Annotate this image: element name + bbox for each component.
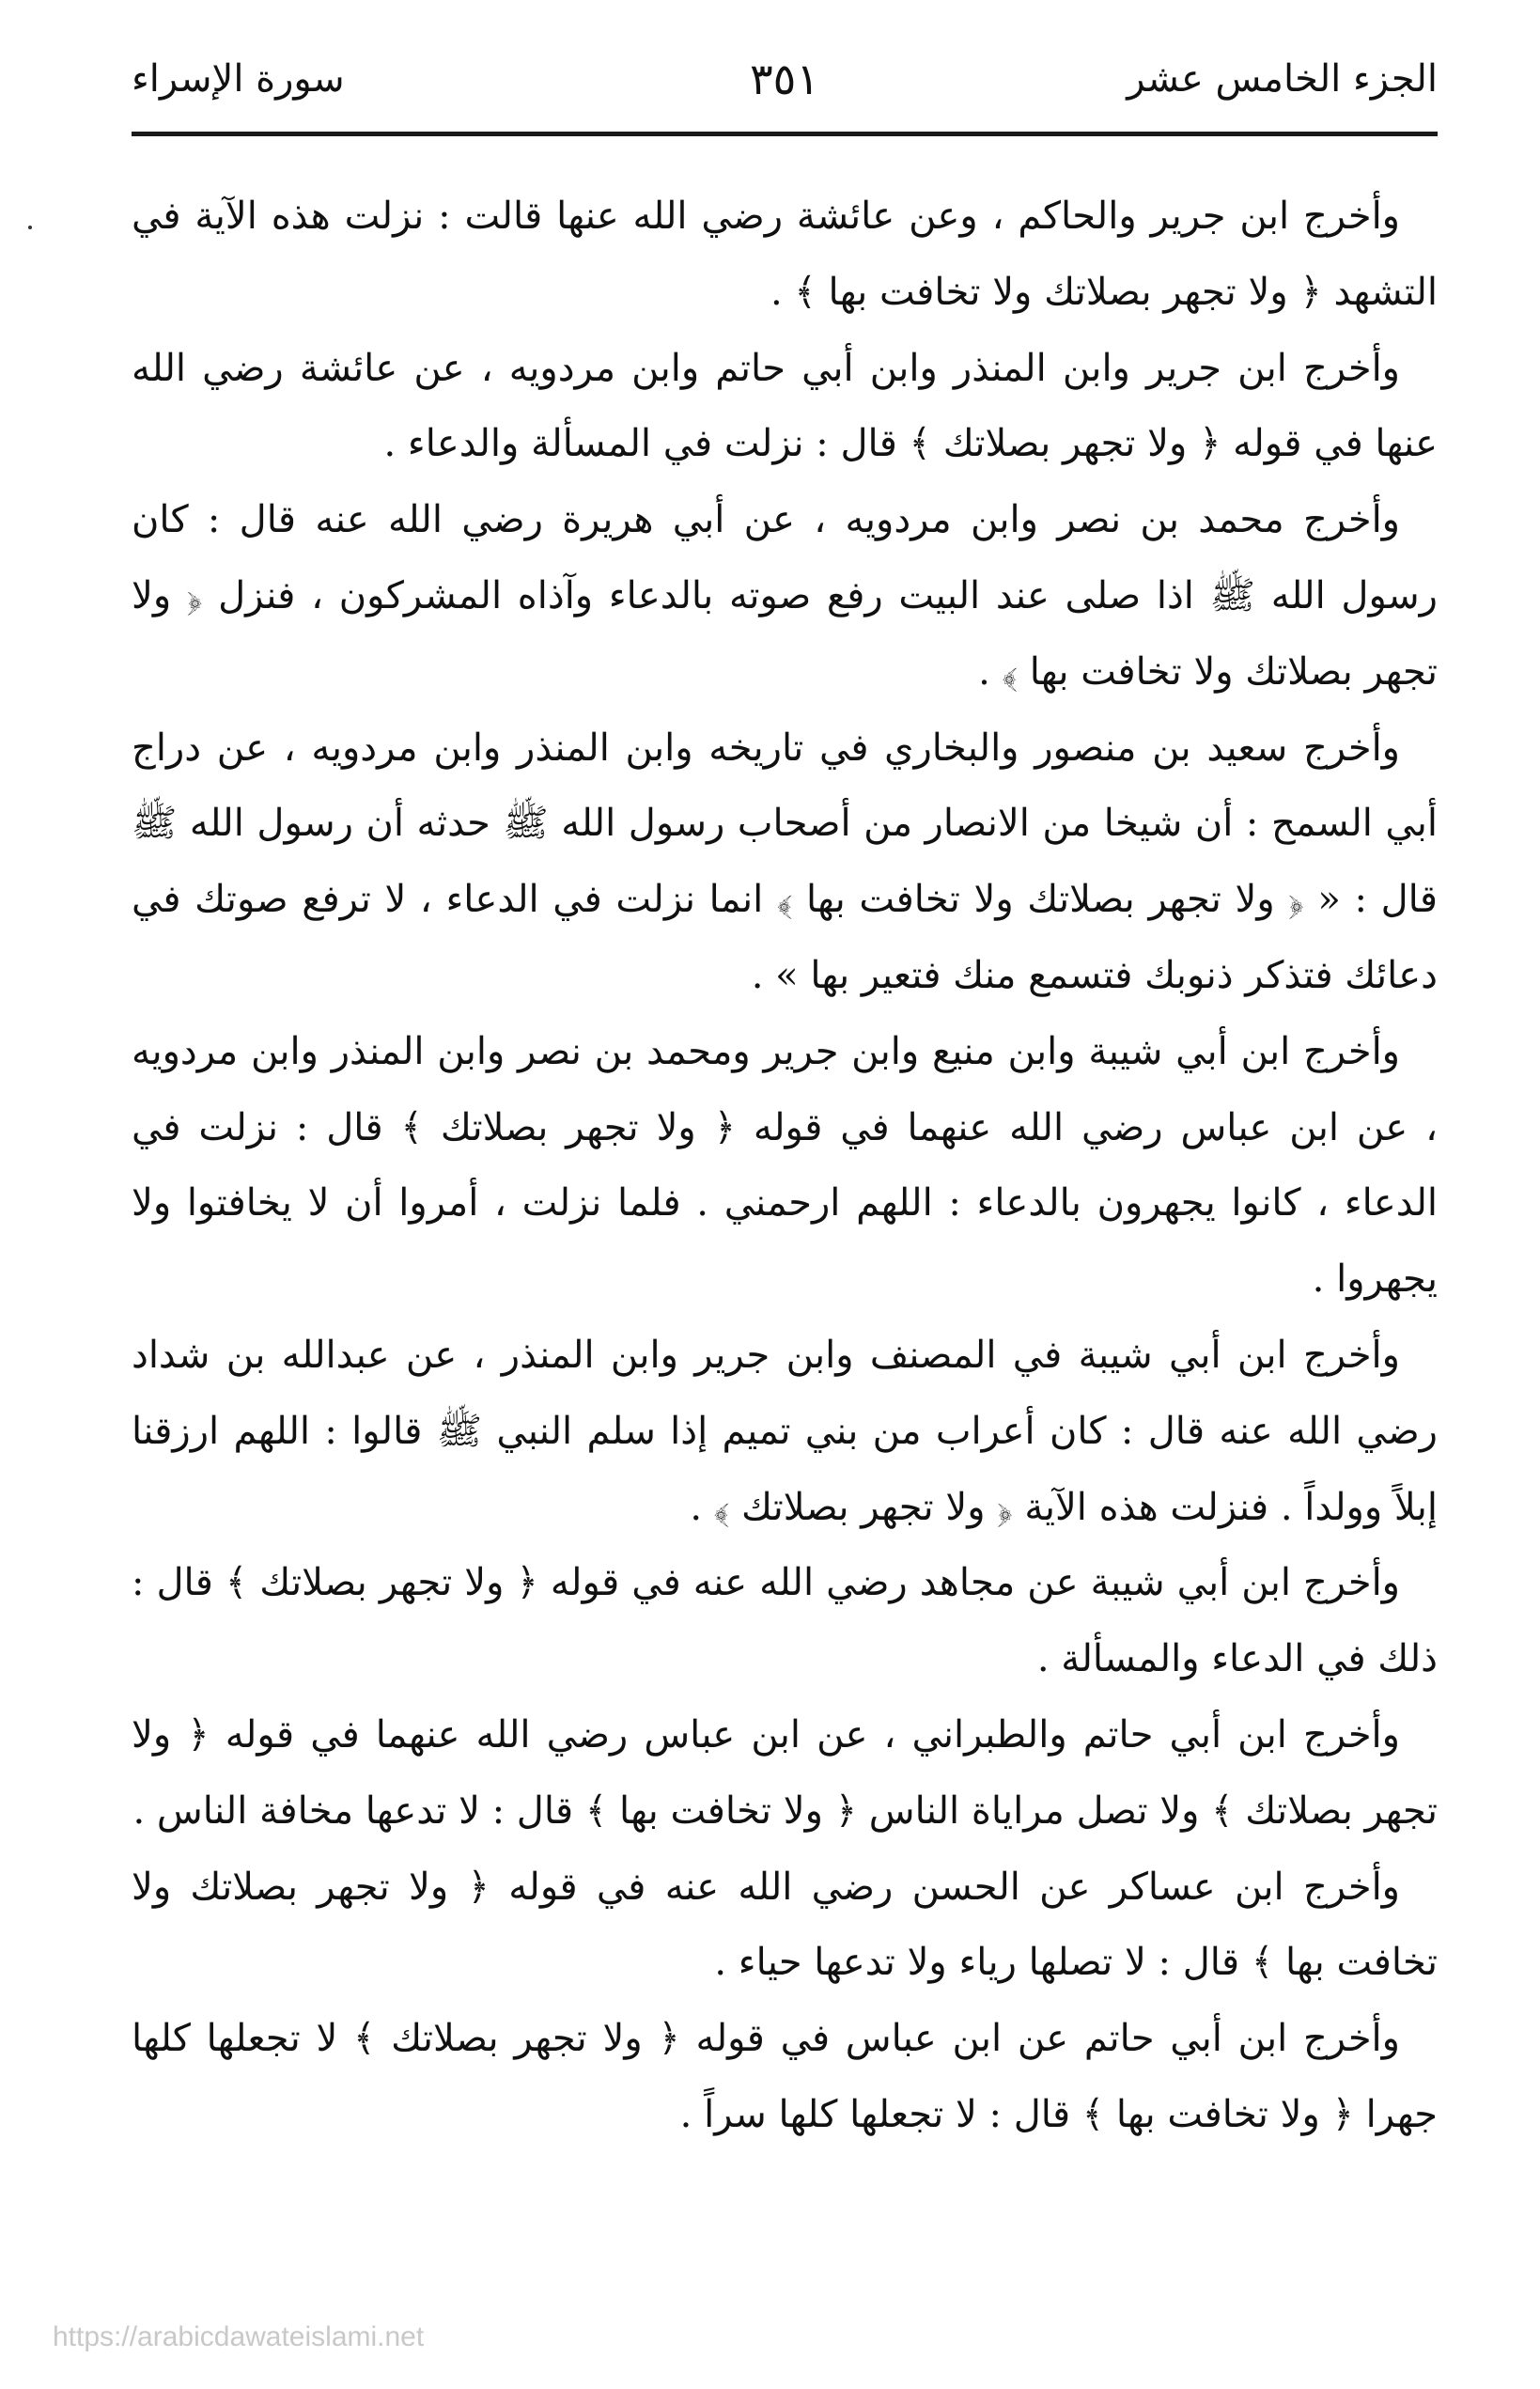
watermark-url: https://arabicdawateislami.net [53,2321,425,2352]
paragraph: وأخرج ابن أبي حاتم والطبراني ، عن ابن عباس رضي الله عنهما في قوله ﴿ ولا تجهر بصلاتك ﴾ ولا تصل مراياة الناس ﴿ ولا تخافت بها ﴾ قال : لا تدعها مخافة الناس . [132,1712,1438,1833]
surah-title: سورة الإسراء [132,57,345,101]
header-divider [132,132,1438,136]
paragraph: وأخرج ابن جرير والحاكم ، وعن عائشة رضي الله عنها قالت : نزلت هذه الآية في التشهد ﴿ ولا تجهر بصلاتك ولا تخافت بها ﴾ . [132,195,1438,314]
paragraph: وأخرج سعيد بن منصور والبخاري في تاريخه وابن المنذر وابن مردويه ، عن دراج أبي السمح : أن شيخا من الانصار من أصحاب رسول الله ﷺ حدثه أن رسول الله ﷺ قال : « ﴿ ولا تجهر بصلاتك ولا تخافت بها ﴾ انما نزلت في الدعاء ، لا ترفع صوتك في دعائك فتذكر ذنوبك فتسمع منك فتعير بها » . [132,726,1438,997]
paragraph: وأخرج ابن أبي شيبة عن مجاهد رضي الله عنه في قوله ﴿ ولا تجهر بصلاتك ﴾ قال : ذلك في الدعاء والمسألة . [132,1561,1438,1681]
paragraph: وأخرج ابن أبي شيبة وابن منيع وابن جرير ومحمد بن نصر وابن المنذر وابن مردويه ، عن ابن عباس رضي الله عنهما في قوله ﴿ ولا تجهر بصلاتك ﴾ قال : نزلت في الدعاء ، كانوا يجهرون بالدعاء : اللهم ارحمني . فلما نزلت ، أمروا أن لا يخافتوا ولا يجهروا . [132,1029,1438,1302]
paragraph: وأخرج ابن عساكر عن الحسن رضي الله عنه في قوله ﴿ ولا تجهر بصلاتك ولا تخافت بها ﴾ قال : لا تصلها رياء ولا تدعها حياء . [132,1865,1438,1985]
part-title: الجزء الخامس عشر [1127,57,1438,101]
scan-speck [28,226,32,229]
paragraph: وأخرج محمد بن نصر وابن مردويه ، عن أبي هريرة رضي الله عنه قال : كان رسول الله ﷺ اذا صلى عند البيت رفع صوته بالدعاء وآذاه المشركون ، فنزل ﴿ ولا تجهر بصلاتك ولا تخافت بها ﴾ . [132,498,1438,694]
paragraph: وأخرج ابن أبي حاتم عن ابن عباس في قوله ﴿ ولا تجهر بصلاتك ﴾ لا تجعلها كلها جهرا ﴿ ولا تخافت بها ﴾ قال : لا تجعلها كلها سراً . [132,2017,1438,2136]
body-text [132,179,1438,2153]
page-number: ٣٥١ [749,54,820,104]
paragraph: وأخرج ابن أبي شيبة في المصنف وابن جرير وابن المنذر ، عن عبدالله بن شداد رضي الله عنه قال : كان أعراب من بني تميم إذا سلم النبي ﷺ قالوا : اللهم ارزقنا إبلاً وولداً . فنزلت هذه الآية ﴿ ولا تجهر بصلاتك ﴾ . [132,1333,1438,1529]
paragraph: وأخرج ابن جرير وابن المنذر وابن أبي حاتم وابن مردويه ، عن عائشة رضي الله عنها في قوله ﴿ ولا تجهر بصلاتك ﴾ قال : نزلت في المسألة والدعاء . [132,346,1438,466]
page-header [132,45,1438,111]
